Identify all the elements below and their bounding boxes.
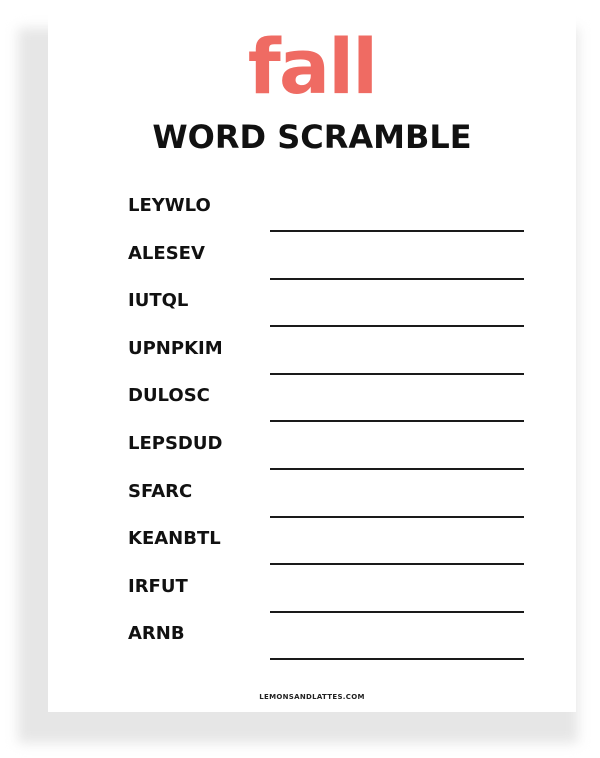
word-row xyxy=(128,523,528,571)
scrambled-word: ARNB xyxy=(128,623,185,645)
word-row xyxy=(128,285,528,333)
answer-line xyxy=(270,420,524,422)
website-footer: LEMONSANDLATTES.COM xyxy=(259,693,365,701)
word-row xyxy=(128,238,528,286)
scrambled-word: SFARC xyxy=(128,480,193,502)
scrambled-word: IRFUT xyxy=(128,575,188,597)
answer-line xyxy=(270,563,524,565)
scrambled-word: LEPSDUD xyxy=(128,432,223,454)
word-row xyxy=(128,428,528,476)
answer-line xyxy=(270,278,524,280)
answer-line xyxy=(270,516,524,518)
answer-line xyxy=(270,658,524,660)
scrambled-word: LEYWLO xyxy=(128,195,211,216)
answer-line xyxy=(270,611,524,613)
scrambled-word: IUTQL xyxy=(128,290,189,312)
answer-line xyxy=(270,230,524,232)
word-row xyxy=(128,571,528,619)
word-row xyxy=(128,190,528,238)
worksheet-subtitle: WORD SCRAMBLE xyxy=(152,118,472,156)
scrambled-word-list xyxy=(128,190,528,666)
worksheet-title: fall xyxy=(247,22,377,111)
word-row xyxy=(128,333,528,381)
word-row xyxy=(128,380,528,428)
answer-line xyxy=(270,325,524,327)
word-row xyxy=(128,476,528,524)
scrambled-word: UPNPKIM xyxy=(128,337,223,359)
scrambled-word: KEANBTL xyxy=(128,528,221,550)
answer-line xyxy=(270,373,524,375)
word-row xyxy=(128,618,528,666)
answer-line xyxy=(270,468,524,470)
scrambled-word: DULOSC xyxy=(128,385,210,407)
scrambled-word: ALESEV xyxy=(128,242,205,264)
worksheet-page xyxy=(48,0,576,712)
